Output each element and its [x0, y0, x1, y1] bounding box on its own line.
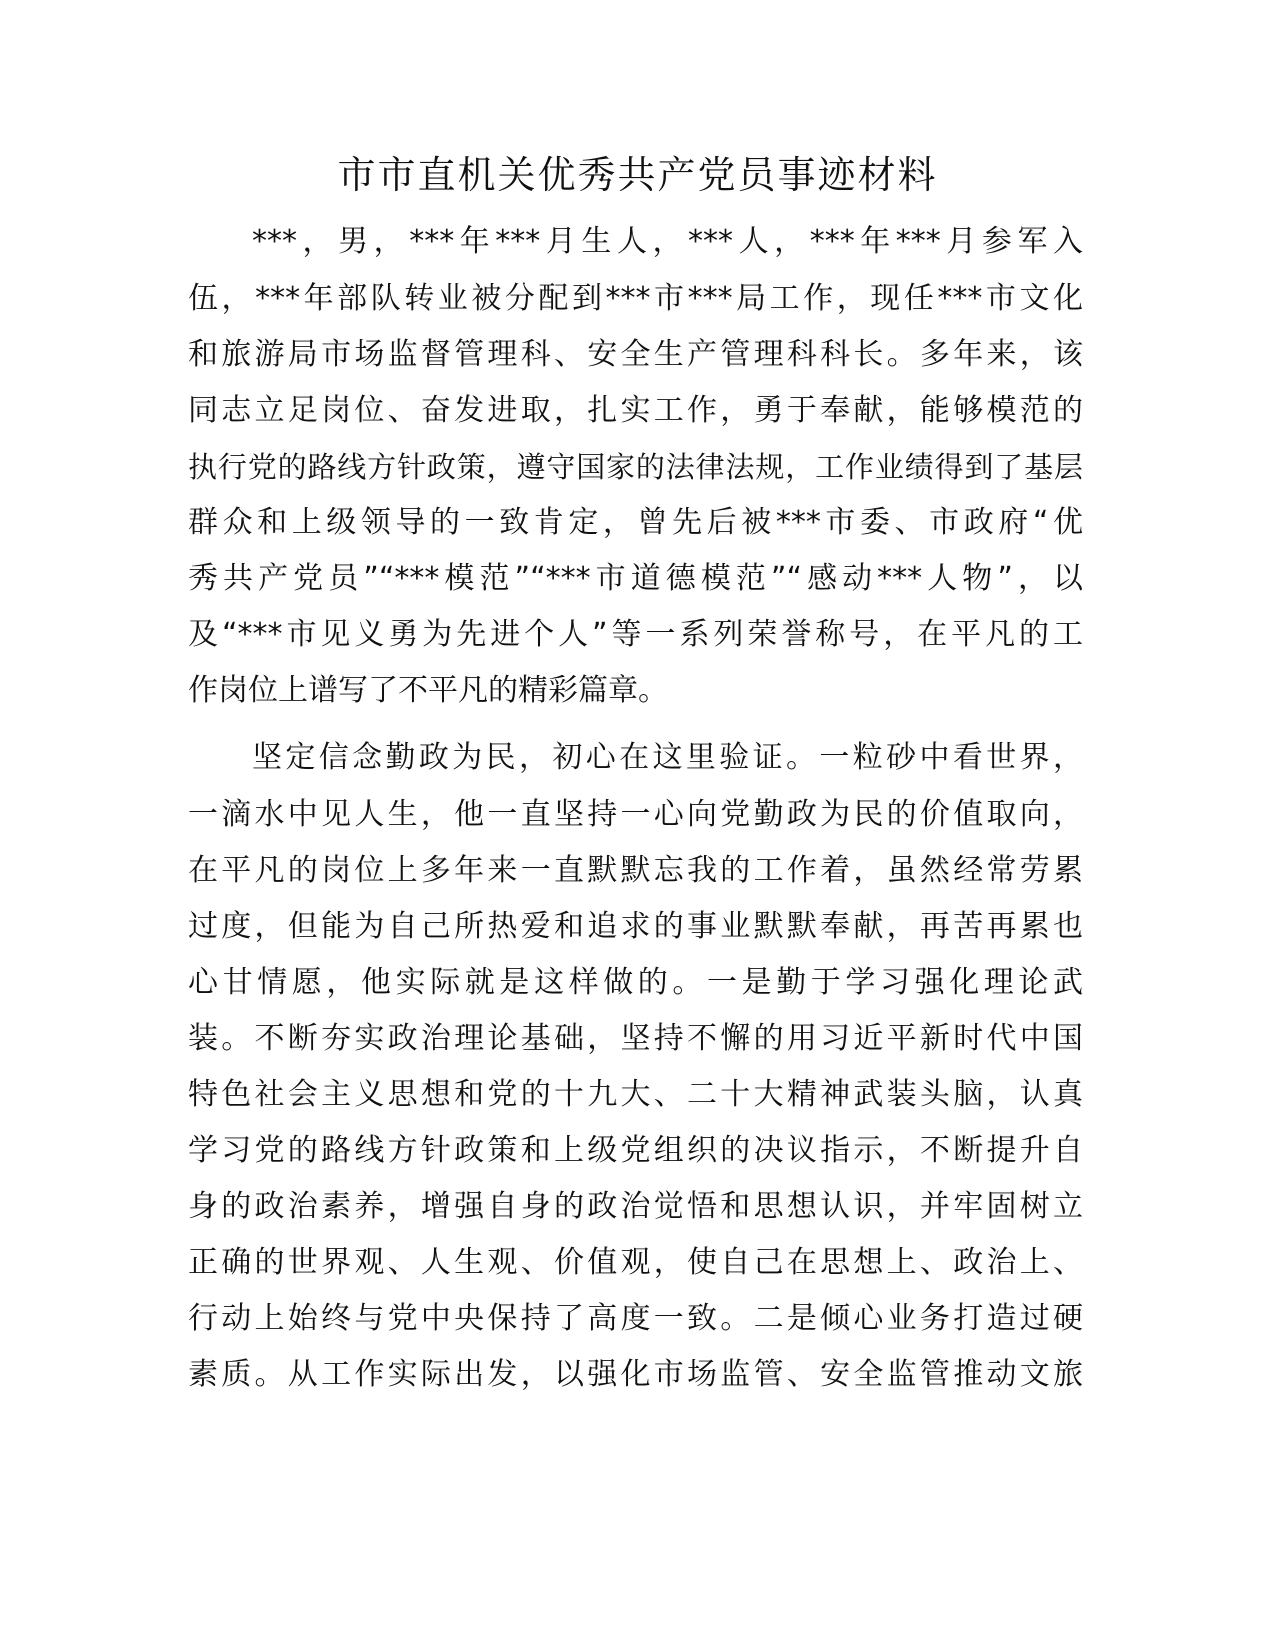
- paragraph-1-line-8: 及“***市见义勇为先进个人”等一系列荣誉称号，在平凡的工: [188, 617, 1083, 652]
- paragraph-2-line-1: 坚定信念勤政为民，初心在这里验证。一粒砂中看世界，: [252, 740, 1083, 775]
- paragraph-2-line-10: 正确的世界观、人生观、价值观，使自己在思想上、政治上、: [188, 1245, 1083, 1280]
- paragraph-2-line-11: 行动上始终与党中央保持了高度一致。二是倾心业务打造过硬: [188, 1301, 1083, 1336]
- paragraph-2-line-7: 特色社会主义思想和党的十九大、二十大精神武装头脑，认真: [188, 1077, 1083, 1112]
- paragraph-1-line-4: 同志立足岗位、奋发进取，扎实工作，勇于奉献，能够模范的: [188, 393, 1083, 428]
- paragraph-1-line-6: 群众和上级领导的一致肯定，曾先后被***市委、市政府“优: [188, 505, 1083, 540]
- paragraph-2-line-8: 学习党的路线方针政策和上级党组织的决议指示，不断提升自: [188, 1133, 1083, 1168]
- paragraph-2-line-4: 过度，但能为自己所热爱和追求的事业默默奉献，再苦再累也: [188, 909, 1083, 944]
- paragraph-1-line-9: 作岗位上谱写了不平凡的精彩篇章。: [188, 673, 668, 708]
- paragraph-2-line-12: 素质。从工作实际出发，以强化市场监管、安全监管推动文旅: [188, 1357, 1083, 1392]
- paragraph-1-line-7: 秀共产党员”“***模范”“***市道德模范”“感动***人物”，以: [188, 561, 1083, 596]
- paragraph-2-line-6: 装。不断夯实政治理论基础，坚持不懈的用习近平新时代中国: [188, 1021, 1083, 1056]
- paragraph-2-line-5: 心甘情愿，他实际就是这样做的。一是勤于学习强化理论武: [188, 965, 1083, 1000]
- paragraph-2-line-2: 一滴水中见人生，他一直坚持一心向党勤政为民的价值取向，: [188, 797, 1083, 832]
- paragraph-1-line-2: 伍，***年部队转业被分配到***市***局工作，现任***市文化: [188, 281, 1083, 316]
- paragraph-1-line-5: 执行党的路线方针政策，遵守国家的法律法规，工作业绩得到了基层: [188, 450, 1083, 484]
- page-title: 市市直机关优秀共产党员事迹材料: [337, 153, 938, 197]
- paragraph-2-line-9: 身的政治素养，增强自身的政治觉悟和思想认识，并牢固树立: [188, 1189, 1083, 1224]
- paragraph-2-line-3: 在平凡的岗位上多年来一直默默忘我的工作着，虽然经常劳累: [188, 853, 1083, 888]
- paragraph-1-line-3: 和旅游局市场监督管理科、安全生产管理科科长。多年来，该: [188, 337, 1083, 372]
- paragraph-1-line-1: ***，男，***年***月生人，***人，***年***月参军入: [252, 224, 1083, 259]
